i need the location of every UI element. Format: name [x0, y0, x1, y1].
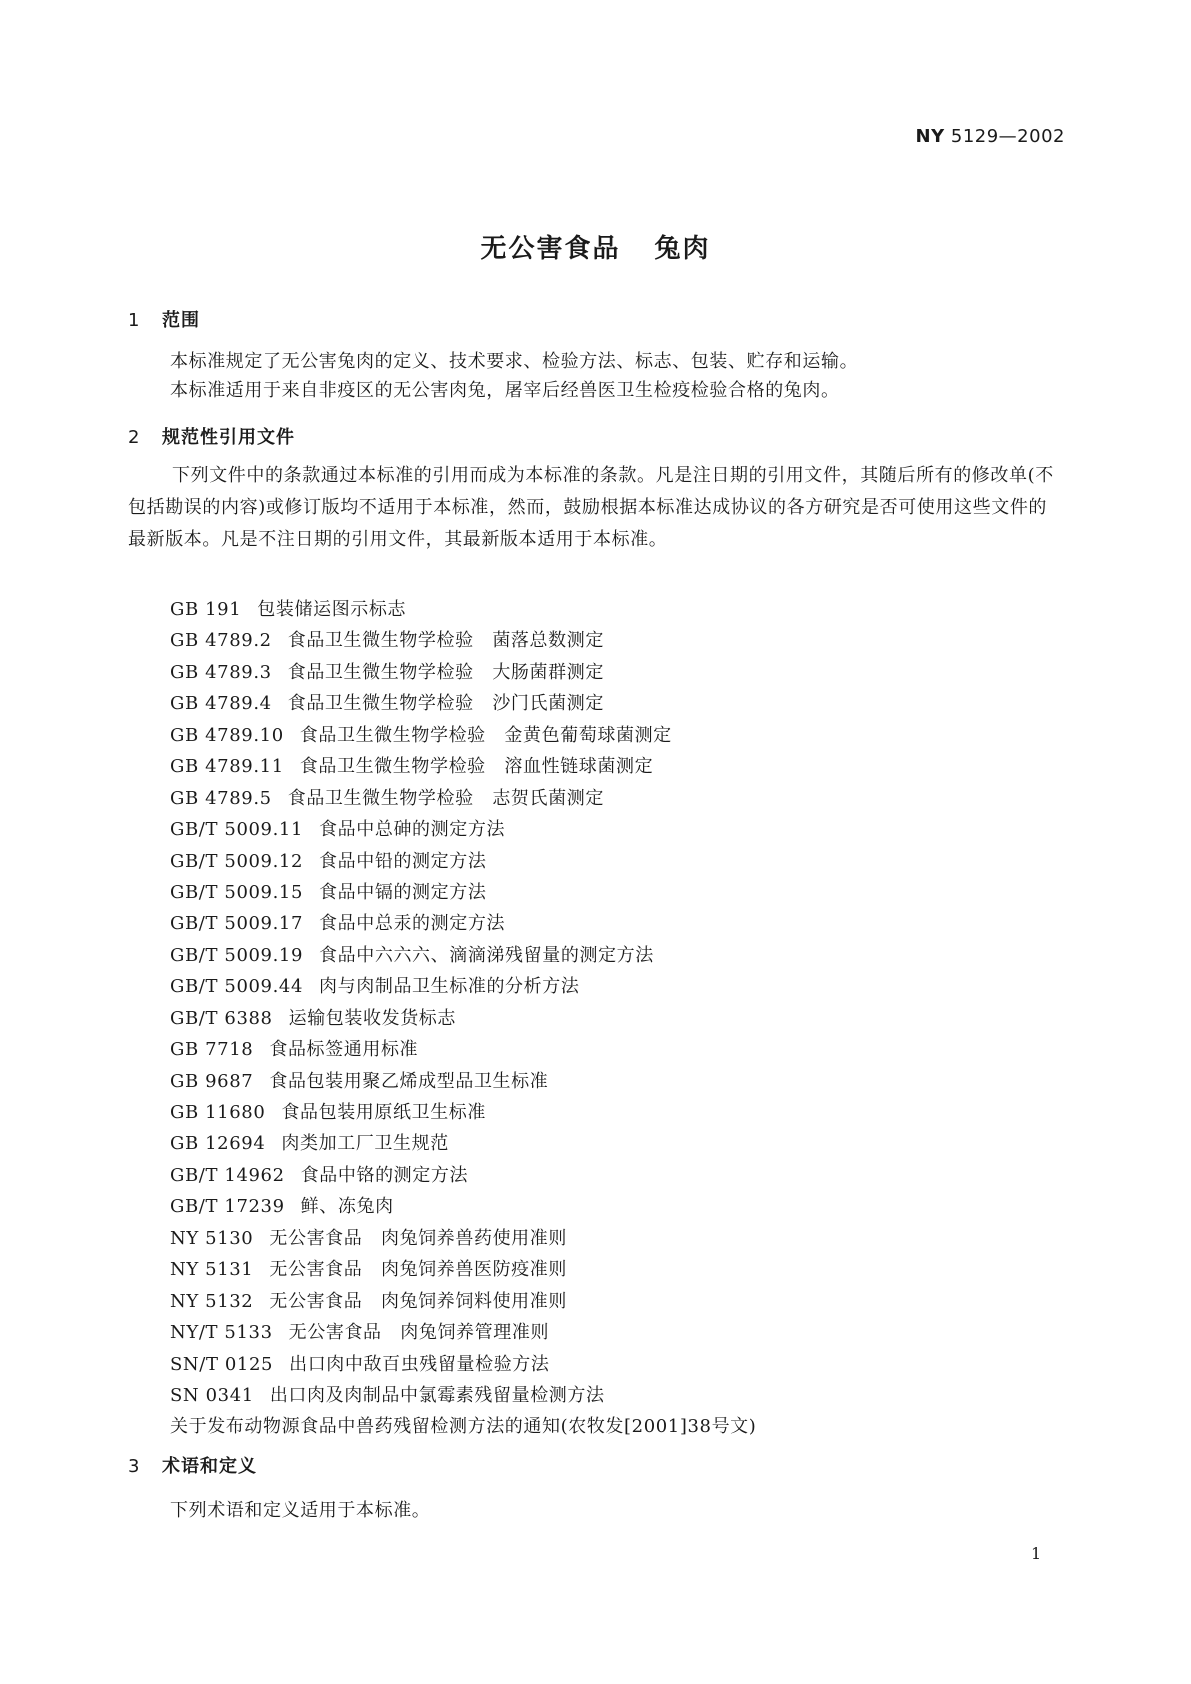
standard-number: 5129—2002	[950, 126, 1065, 147]
section-2-heading	[128, 423, 295, 449]
reference-item	[170, 1066, 756, 1097]
reference-item	[170, 814, 756, 845]
reference-title: 食品中铅的测定方法	[319, 850, 487, 872]
reference-item	[170, 1286, 756, 1317]
reference-item	[170, 1254, 756, 1285]
reference-code: GB 4789.11	[170, 756, 284, 778]
reference-title: 食品卫生微生物学检验 志贺氏菌测定	[287, 787, 604, 809]
reference-code: GB 4789.10	[170, 724, 284, 746]
section-title: 术语和定义	[162, 1456, 257, 1477]
reference-code: GB/T 5009.19	[170, 944, 304, 966]
reference-notice: 关于发布动物源食品中兽药残留检测方法的通知(农牧发[2001]38号文)	[170, 1416, 757, 1438]
reference-title: 运输包装收发货标志	[288, 1007, 457, 1029]
reference-item	[170, 846, 756, 877]
reference-code: GB/T 14962	[170, 1164, 285, 1186]
section-number: 3	[128, 1456, 140, 1477]
normative-reference-list	[170, 594, 756, 1443]
reference-title: 食品中六六六、滴滴涕残留量的测定方法	[319, 944, 654, 966]
reference-item	[170, 657, 756, 688]
reference-title: 出口肉中敌百虫残留量检验方法	[289, 1353, 550, 1375]
reference-item	[170, 594, 756, 625]
reference-item	[170, 1128, 756, 1159]
reference-title: 肉与肉制品卫生标准的分析方法	[319, 976, 580, 998]
reference-code: GB 4789.4	[170, 693, 272, 715]
reference-title: 食品卫生微生物学检验 大肠菌群测定	[287, 661, 604, 683]
reference-item	[170, 1034, 756, 1065]
reference-item	[170, 783, 756, 814]
reference-title: 食品卫生微生物学检验 溶血性链球菌测定	[299, 756, 654, 778]
document-title	[0, 228, 1191, 265]
reference-title: 无公害食品 肉兔饲养饲料使用准则	[269, 1290, 567, 1312]
reference-title: 食品中镉的测定方法	[319, 881, 487, 903]
reference-code: GB 12694	[170, 1133, 266, 1155]
reference-code: NY 5131	[170, 1259, 254, 1281]
reference-item	[170, 1160, 756, 1191]
reference-code: GB 4789.3	[170, 661, 272, 683]
title-part-1: 无公害食品	[480, 234, 621, 264]
section-2-intro: 下列文件中的条款通过本标准的引用而成为本标准的条款。凡是注日期的引用文件，其随后所有的修改单(不包括勘误的内容)或修订版均不适用于本标准，然而，鼓励根据本标准达成协议的各方研究是否可使用这些文件的最新版本。凡是不注日期的引用文件，其最新版本适用于本标准。	[128, 465, 1054, 550]
reference-item	[170, 877, 756, 908]
reference-code: GB/T 5009.11	[170, 819, 304, 841]
reference-code: NY 5132	[170, 1290, 254, 1312]
reference-item	[170, 1317, 756, 1348]
reference-code: NY 5130	[170, 1227, 254, 1249]
reference-code: GB/T 5009.17	[170, 913, 304, 935]
reference-title: 食品卫生微生物学检验 菌落总数测定	[287, 630, 604, 652]
reference-item	[170, 720, 756, 751]
reference-code: GB 11680	[170, 1102, 266, 1123]
reference-code: GB 4789.5	[170, 787, 272, 809]
section-3-heading	[128, 1452, 257, 1478]
reference-title: 无公害食品 肉兔饲养管理准则	[288, 1322, 550, 1344]
standard-code	[916, 126, 1065, 147]
reference-code: GB/T 5009.12	[170, 850, 304, 872]
reference-code: SN/T 0125	[170, 1353, 274, 1375]
reference-title: 无公害食品 肉兔饲养兽药使用准则	[269, 1227, 567, 1249]
page-number: 1	[1031, 1544, 1042, 1563]
section-title: 范围	[162, 310, 200, 331]
reference-item	[170, 908, 756, 939]
section-3-paragraph-1: 下列术语和定义适用于本标准。	[170, 1500, 431, 1521]
reference-title: 食品中总汞的测定方法	[319, 913, 506, 935]
section-1-paragraph-1: 本标准规定了无公害兔肉的定义、技术要求、检验方法、标志、包装、贮存和运输。	[170, 351, 859, 372]
reference-title: 肉类加工厂卫生规范	[281, 1133, 449, 1155]
reference-item	[170, 625, 756, 656]
reference-title: 食品卫生微生物学检验 沙门氏菌测定	[287, 693, 604, 715]
reference-item	[170, 1223, 756, 1254]
section-number: 2	[128, 427, 140, 448]
reference-code: GB 9687	[170, 1070, 254, 1092]
reference-item	[170, 751, 756, 782]
reference-code: GB/T 5009.15	[170, 881, 304, 903]
reference-title: 食品包装用聚乙烯成型品卫生标准	[269, 1070, 549, 1092]
title-part-2: 兔肉	[654, 234, 711, 264]
reference-item	[170, 688, 756, 719]
reference-title: 鲜、冻兔肉	[300, 1196, 394, 1218]
reference-title: 食品卫生微生物学检验 金黄色葡萄球菌测定	[299, 724, 672, 746]
reference-item	[170, 971, 756, 1002]
section-number: 1	[128, 310, 140, 331]
reference-code: GB/T 17239	[170, 1196, 285, 1218]
standard-prefix: NY	[915, 126, 945, 147]
reference-item	[170, 1097, 756, 1128]
reference-code: NY/T 5133	[170, 1322, 273, 1344]
reference-code: GB/T 6388	[170, 1007, 273, 1029]
reference-title: 食品中铬的测定方法	[300, 1164, 469, 1186]
reference-item	[170, 1349, 756, 1380]
reference-item	[170, 1191, 756, 1222]
reference-title: 食品包装用原纸卫生标准	[281, 1102, 486, 1123]
reference-item	[170, 1003, 756, 1034]
section-title: 规范性引用文件	[162, 427, 295, 448]
reference-code: SN 0341	[170, 1384, 254, 1406]
reference-title: 出口肉及肉制品中氯霉素残留量检测方法	[269, 1384, 605, 1406]
reference-title: 食品中总砷的测定方法	[319, 819, 506, 841]
reference-item	[170, 940, 756, 971]
reference-code: GB 7718	[170, 1039, 254, 1061]
reference-code: GB 191	[170, 599, 242, 620]
reference-code: GB 4789.2	[170, 630, 272, 652]
reference-item	[170, 1380, 756, 1411]
reference-title: 食品标签通用标准	[269, 1039, 419, 1061]
reference-code: GB/T 5009.44	[170, 976, 304, 998]
reference-title: 无公害食品 肉兔饲养兽医防疫准则	[269, 1259, 567, 1281]
reference-title: 包装储运图示标志	[257, 599, 407, 620]
section-1-paragraph-2: 本标准适用于来自非疫区的无公害肉兔，屠宰后经兽医卫生检疫检验合格的兔肉。	[170, 380, 840, 401]
section-1-heading	[128, 306, 200, 332]
